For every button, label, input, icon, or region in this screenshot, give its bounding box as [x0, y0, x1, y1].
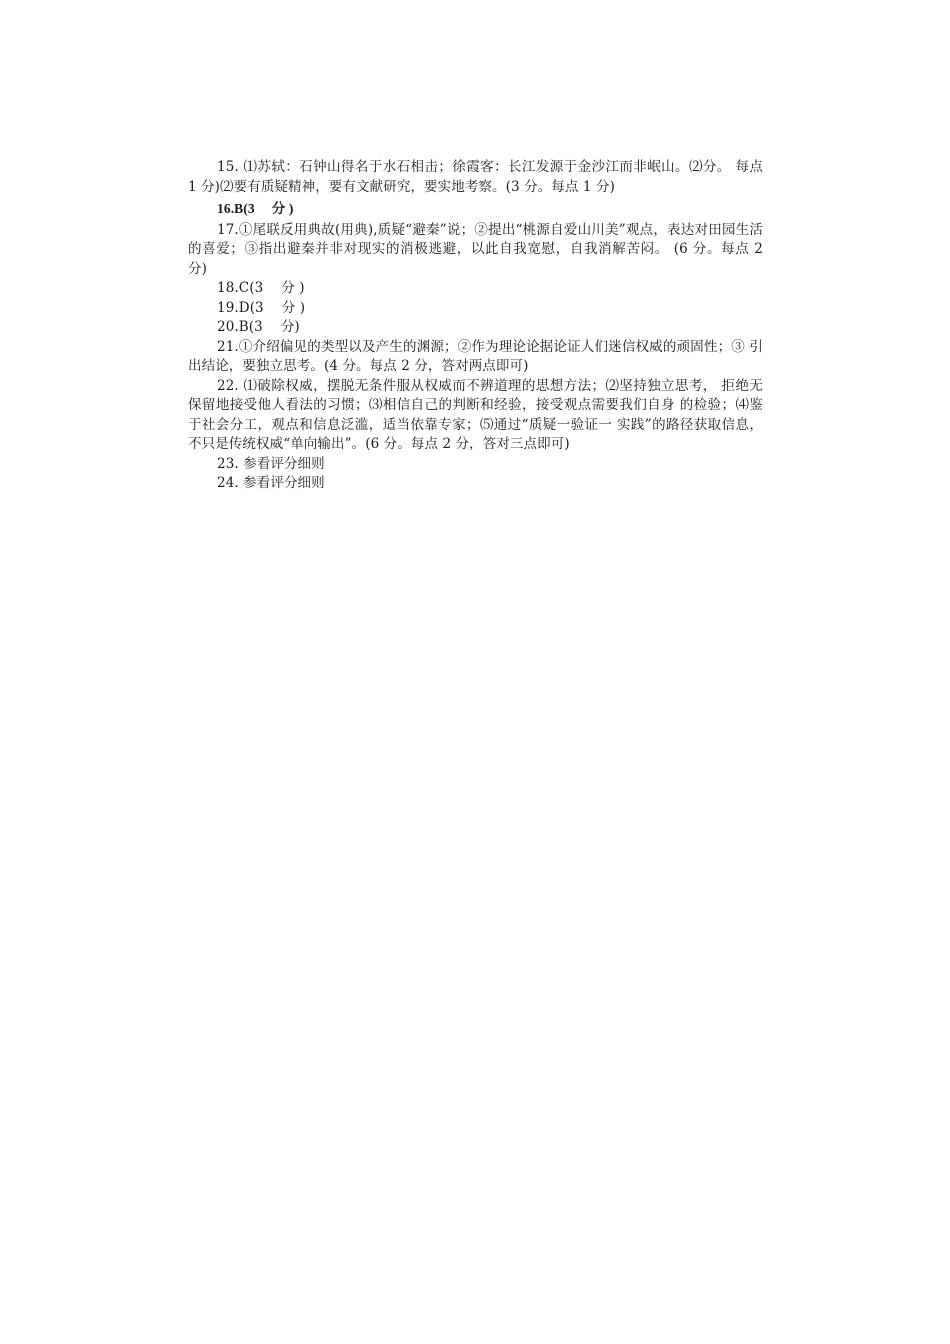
answer-17: 17.①尾联反用典故(用典),质疑“避秦”说；②提出“桃源自爱山川美”观点，表达对田园生活的喜爱；③指出避秦并非对现实的消极逃避，以此自我宽慰，自我消解苦闷。 (6 分。每点 2 分) [188, 221, 763, 277]
answer-key [188, 158, 763, 494]
answer-23: 23. 参看评分细则 [217, 455, 325, 472]
answer-16: 16.B(3 分 ) [217, 201, 294, 216]
answer-24: 24. 参看评分细则 [217, 475, 325, 491]
answer-19: 19.D(3 分 ) [217, 299, 306, 316]
answer-15: 15. ⑴苏轼：石钟山得名于水石相击；徐霞客：长江发源于金沙江而非岷山。⑵分。 每点 1 分)⑵要有质疑精神，要有文献研究，要实地考察。(3 分。每点 1 分) [188, 159, 763, 195]
answer-22: 22. ⑴破除权威，摆脱无条件服从权威而不辨道理的思想方法；⑵坚持独立思考， 拒绝无保留地接受他人看法的习惯；⑶相信自己的判断和经验，接受观点需要我们自身 的检验；⑷鉴于社会分工，观点和信息泛滥，适当依靠专家；⑸通过“质疑一验证一 实践”的路径获取信息，不只是传统权威“单向输出”。(6 分。每点 2 分，答对三点即可) [188, 377, 763, 452]
answer-21: 21.①介绍偏见的类型以及产生的渊源；②作为理论论据论证人们迷信权威的顽固性；③ 引出结论，要独立思考。(4 分。每点 2 分，答对两点即可) [188, 338, 763, 374]
answer-20: 20.B(3 分) [217, 319, 300, 335]
answer-18: 18.C(3 分 ) [217, 280, 305, 296]
